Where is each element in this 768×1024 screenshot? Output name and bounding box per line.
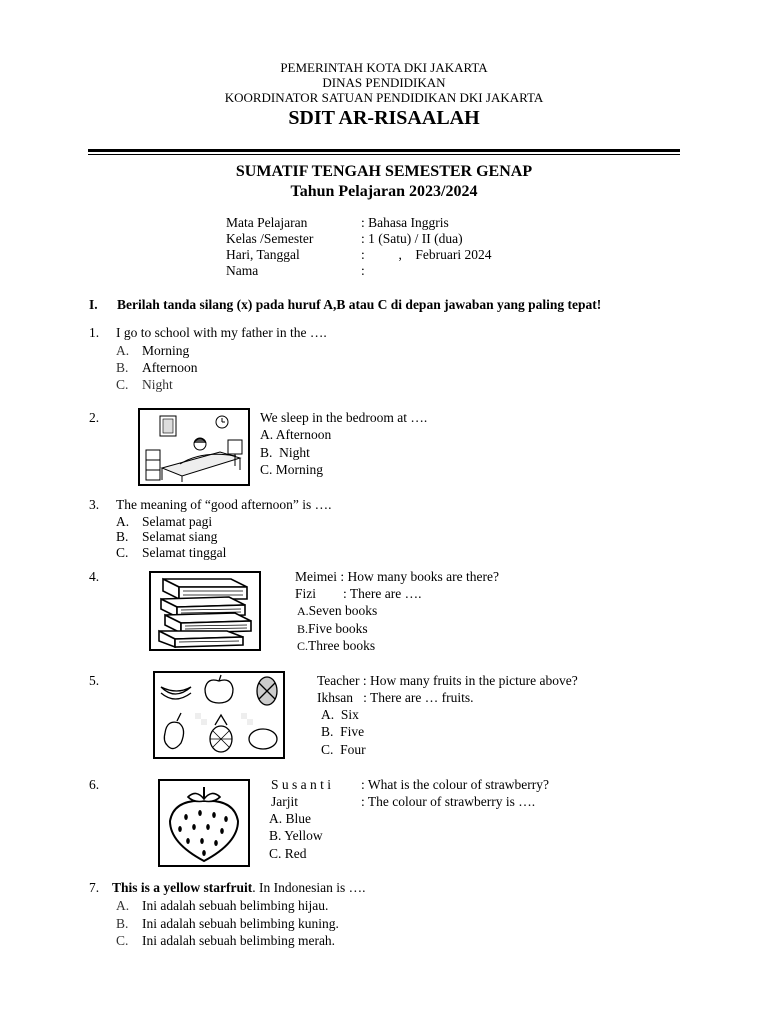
option-b[interactable]: B. Night xyxy=(260,445,310,460)
option-letter: C. xyxy=(116,933,129,948)
school-name: SDIT AR-RISAALAH xyxy=(288,107,480,129)
question-number: 7. xyxy=(89,880,100,895)
option-text: Selamat tinggal xyxy=(142,545,227,560)
option-c[interactable] xyxy=(297,638,375,654)
option-a[interactable] xyxy=(116,343,189,359)
question-text: I go to school with my father in the …. xyxy=(116,325,327,340)
info-value-subject: : Bahasa Inggris xyxy=(361,215,449,230)
option-text: Night xyxy=(142,377,173,392)
info-value-date: : , Februari 2024 xyxy=(361,247,492,262)
dialogue-line-1: Meimei : How many books are there? xyxy=(295,569,499,584)
option-c[interactable] xyxy=(116,377,173,393)
books-stack-image xyxy=(149,571,261,651)
header-line-3: KOORDINATOR SATUAN PENDIDIKAN DKI JAKARTA xyxy=(224,90,544,105)
option-text: Three books xyxy=(308,638,376,653)
option-letter: C. xyxy=(116,545,129,560)
dialogue-line-2: Ikhsan : There are … fruits. xyxy=(317,690,474,705)
option-text: Selamat siang xyxy=(142,529,218,544)
option-text: Selamat pagi xyxy=(142,514,213,529)
header-line-2: DINAS PENDIDIKAN xyxy=(322,75,446,90)
question-text-bold: This is a yellow starfruit xyxy=(112,880,253,895)
option-a[interactable]: A. Six xyxy=(321,707,359,722)
info-label-name: Nama xyxy=(226,263,259,278)
option-a[interactable] xyxy=(116,898,328,914)
option-b[interactable]: B. Five xyxy=(321,724,365,739)
option-b[interactable] xyxy=(116,529,217,545)
info-label-date: Hari, Tanggal xyxy=(226,247,300,262)
option-a[interactable] xyxy=(116,514,212,530)
option-b[interactable] xyxy=(297,621,368,637)
info-value-class: : 1 (Satu) / II (dua) xyxy=(361,231,463,246)
option-a[interactable]: A. Blue xyxy=(269,811,311,826)
header-divider-thin xyxy=(88,154,680,155)
option-text: Ini adalah sebuah belimbing merah. xyxy=(142,933,336,948)
question-number: 4. xyxy=(89,569,100,584)
section-instruction: Berilah tanda silang (x) pada huruf A,B atau C di depan jawaban yang paling tepat! xyxy=(117,297,602,312)
question-number: 1. xyxy=(89,325,100,340)
option-letter: C. xyxy=(116,377,129,392)
bedroom-sleeping-image xyxy=(138,408,250,486)
dialogue-line-1: : What is the colour of strawberry? xyxy=(361,777,549,792)
question-text-rest: . In Indonesian is …. xyxy=(252,880,366,895)
option-text: Morning xyxy=(142,343,190,358)
option-c[interactable]: C. Red xyxy=(269,846,307,861)
header-divider-thick xyxy=(88,149,680,152)
option-text: Seven books xyxy=(308,603,378,618)
option-text: Five books xyxy=(308,621,368,636)
option-letter: B. xyxy=(116,360,129,375)
option-c[interactable] xyxy=(116,545,226,561)
question-number: 2. xyxy=(89,410,100,425)
dialogue-line-1: Teacher : How many fruits in the picture above? xyxy=(317,673,578,688)
option-letter: B. xyxy=(116,916,129,931)
question-text: The meaning of “good afternoon” is …. xyxy=(116,497,332,512)
question-text: We sleep in the bedroom at …. xyxy=(260,410,428,425)
strawberry-image xyxy=(158,779,250,867)
option-c[interactable]: C. Morning xyxy=(260,462,324,477)
question-text xyxy=(112,880,365,896)
option-text: Ini adalah sebuah belimbing kuning. xyxy=(142,916,339,931)
option-b[interactable] xyxy=(116,916,339,932)
option-letter: A. xyxy=(116,343,130,358)
fruits-image xyxy=(153,671,285,759)
option-letter: B. xyxy=(297,622,309,636)
question-number: 6. xyxy=(89,777,100,792)
question-number: 3. xyxy=(89,497,100,512)
header-line-1: PEMERINTAH KOTA DKI JAKARTA xyxy=(280,60,488,75)
info-label-subject: Mata Pelajaran xyxy=(226,215,308,230)
section-number: I. xyxy=(89,297,98,312)
option-letter: B. xyxy=(116,529,129,544)
academic-year: Tahun Pelajaran 2023/2024 xyxy=(290,183,478,200)
option-b[interactable] xyxy=(116,360,197,376)
dialogue-line-2: : The colour of strawberry is …. xyxy=(361,794,536,809)
dialogue-line-2: Fizi : There are …. xyxy=(295,586,422,601)
option-letter: C. xyxy=(297,639,309,653)
option-letter: A. xyxy=(116,898,130,913)
speaker-1: S u s a n t i xyxy=(271,777,332,792)
info-label-class: Kelas /Semester xyxy=(226,231,314,246)
option-b[interactable]: B. Yellow xyxy=(269,828,323,843)
info-value-name: : xyxy=(361,263,365,278)
option-text: Ini adalah sebuah belimbing hijau. xyxy=(142,898,329,913)
option-a[interactable] xyxy=(297,603,377,619)
option-c[interactable]: C. Four xyxy=(321,742,366,757)
option-a[interactable]: A. Afternoon xyxy=(260,427,332,442)
exam-title: SUMATIF TENGAH SEMESTER GENAP xyxy=(235,163,533,180)
question-number: 5. xyxy=(89,673,100,688)
option-letter: A. xyxy=(116,514,130,529)
option-text: Afternoon xyxy=(142,360,198,375)
option-letter: A. xyxy=(297,604,309,618)
speaker-2: Jarjit xyxy=(271,794,298,809)
option-c[interactable] xyxy=(116,933,335,949)
